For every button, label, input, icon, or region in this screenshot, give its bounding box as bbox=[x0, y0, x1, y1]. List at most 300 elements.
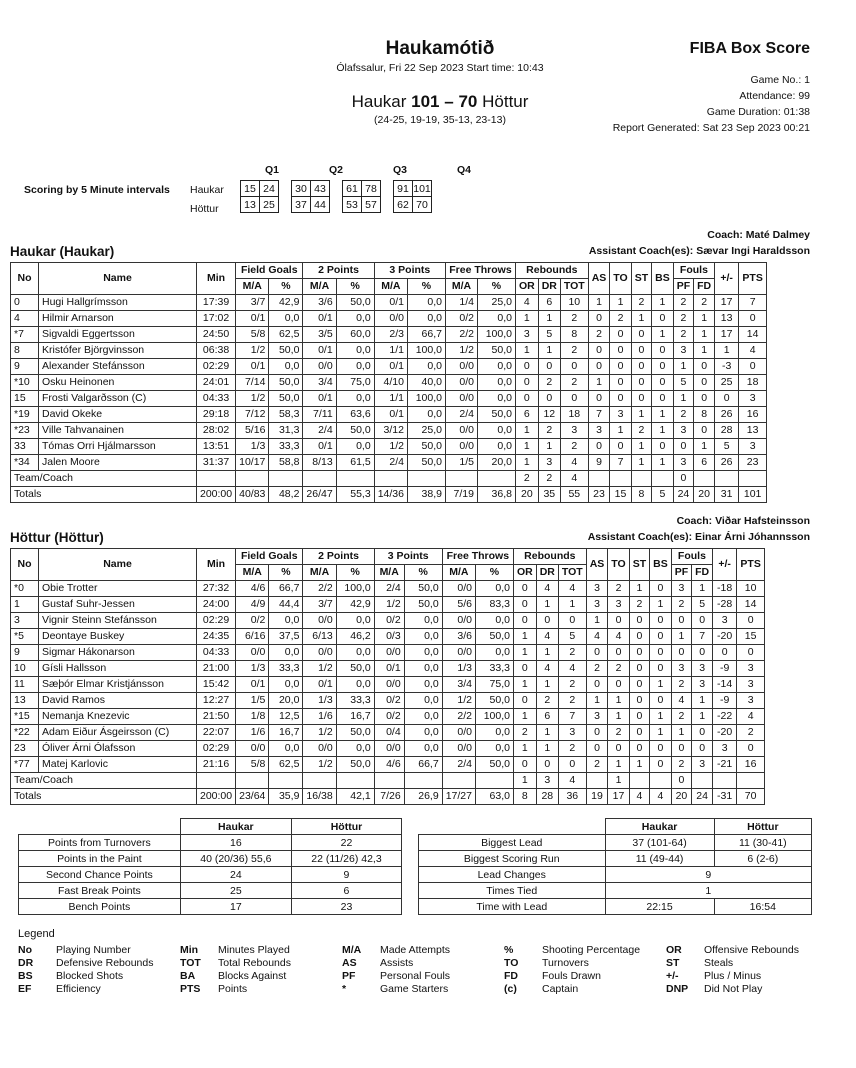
stat-cell: 5/16 bbox=[236, 423, 269, 439]
stat-cell: 0 bbox=[536, 757, 558, 773]
legend-key: TO bbox=[504, 957, 519, 969]
stat-cell: 1 bbox=[652, 295, 674, 311]
stat-cell: 0/0 bbox=[445, 375, 477, 391]
stat-cell: 2 bbox=[515, 471, 538, 487]
stat-cell: 44,4 bbox=[269, 597, 303, 613]
stat-cell: 7 bbox=[739, 295, 767, 311]
legend-key: % bbox=[504, 944, 514, 956]
stat-cell: 3 bbox=[713, 741, 737, 757]
stat-cell: 100,0 bbox=[407, 391, 445, 407]
home-assistant-coach: Assistant Coach(es): Sævar Ingi Haraldsson bbox=[588, 245, 810, 257]
stat-cell: 0,0 bbox=[336, 645, 374, 661]
quarter-score: 44 bbox=[311, 197, 330, 213]
player-row bbox=[11, 709, 765, 725]
stat-cell: 66,7 bbox=[404, 757, 442, 773]
player-name: Frosti Valgarðsson (C) bbox=[39, 391, 197, 407]
player-row bbox=[11, 455, 767, 471]
stat-cell: 3/7 bbox=[303, 597, 336, 613]
stat-cell: 50,0 bbox=[475, 629, 513, 645]
stat-cell: 50,0 bbox=[336, 725, 374, 741]
stat-cell: 3 bbox=[739, 439, 767, 455]
stat-cell: 100,0 bbox=[336, 581, 374, 597]
team-coach-label: Team/Coach bbox=[11, 471, 197, 487]
stat-cell: 12 bbox=[538, 407, 560, 423]
stat-cell: 26 bbox=[715, 407, 739, 423]
stat-cell: 2/3 bbox=[374, 327, 407, 343]
stat-cell: 0/1 bbox=[236, 311, 269, 327]
stat-cell: 0 bbox=[671, 741, 691, 757]
stat-cell: 0 bbox=[629, 677, 649, 693]
player-name: Gustaf Suhr-Jessen bbox=[39, 597, 197, 613]
stat-cell: 0,0 bbox=[404, 613, 442, 629]
column-header: TO bbox=[608, 549, 629, 581]
home-stats-table bbox=[10, 262, 767, 503]
stat-cell: 0/0 bbox=[442, 613, 475, 629]
stat-cell: 1 bbox=[536, 645, 558, 661]
player-row bbox=[11, 439, 767, 455]
stat-cell: 1/2 bbox=[374, 597, 404, 613]
stat-cell: 7/26 bbox=[374, 789, 404, 805]
column-header: % bbox=[336, 565, 374, 581]
stat-cell: 0 bbox=[694, 423, 715, 439]
summary-row bbox=[19, 851, 402, 867]
stat-cell bbox=[404, 773, 442, 789]
stat-cell: 1 bbox=[536, 725, 558, 741]
column-header: BS bbox=[650, 549, 672, 581]
quarter-score: 62 bbox=[394, 197, 413, 213]
stat-cell: 4/6 bbox=[236, 581, 269, 597]
stat-cell: 1 bbox=[715, 343, 739, 359]
stat-cell: 0 bbox=[631, 375, 651, 391]
summary-right-away-header: Höttur bbox=[714, 819, 811, 835]
stat-cell: 24:01 bbox=[197, 375, 236, 391]
stat-cell: 0,0 bbox=[475, 725, 513, 741]
stat-cell: 0,0 bbox=[477, 359, 515, 375]
column-header: Min bbox=[197, 549, 236, 581]
stat-cell: 1 bbox=[631, 407, 651, 423]
summary-right-home-header: Haukar bbox=[605, 819, 714, 835]
stat-cell: 75,0 bbox=[336, 375, 374, 391]
game-number: Game No.: 1 bbox=[750, 74, 810, 86]
column-header: TOT bbox=[560, 279, 588, 295]
quarter-score: 101 bbox=[413, 182, 431, 195]
player-row bbox=[11, 741, 765, 757]
stat-cell: 0 bbox=[558, 757, 586, 773]
stat-cell bbox=[442, 773, 475, 789]
quarter-row bbox=[343, 181, 381, 197]
stat-cell: 1/3 bbox=[303, 693, 336, 709]
stat-cell: 0,0 bbox=[407, 311, 445, 327]
quarter-score: 78 bbox=[362, 181, 381, 197]
stat-cell: 50,0 bbox=[475, 693, 513, 709]
stat-cell: 0,0 bbox=[475, 581, 513, 597]
player-number: 1 bbox=[11, 597, 39, 613]
legend-desc: Turnovers bbox=[542, 957, 589, 969]
stat-cell: 50,0 bbox=[269, 343, 303, 359]
game-duration: Game Duration: 01:38 bbox=[706, 106, 810, 118]
stat-cell: 2 bbox=[631, 295, 651, 311]
stat-cell: 0/0 bbox=[303, 645, 336, 661]
stat-cell: -28 bbox=[713, 597, 737, 613]
stat-cell: 1 bbox=[513, 709, 536, 725]
summary-cell: 22 (11/26) 42,3 bbox=[291, 851, 401, 867]
stat-cell: 7/19 bbox=[445, 487, 477, 503]
stat-cell: 17/27 bbox=[442, 789, 475, 805]
legend-row bbox=[18, 944, 818, 957]
stat-cell: 19 bbox=[586, 789, 608, 805]
stat-cell: 1 bbox=[513, 677, 536, 693]
stat-cell: 0,0 bbox=[477, 311, 515, 327]
stat-cell: 1 bbox=[608, 709, 629, 725]
stat-cell: 3/6 bbox=[442, 629, 475, 645]
time-with-lead-row: Time with Lead 22:15 16:54 bbox=[419, 899, 812, 915]
stat-cell: 3 bbox=[739, 391, 767, 407]
player-number: 3 bbox=[11, 613, 39, 629]
stat-cell: 0/0 bbox=[236, 645, 269, 661]
stat-cell: 2/4 bbox=[445, 407, 477, 423]
stat-cell: 0,0 bbox=[269, 677, 303, 693]
stat-cell: 0 bbox=[652, 311, 674, 327]
stat-cell: 2 bbox=[631, 423, 651, 439]
stat-cell: 0,0 bbox=[336, 359, 374, 375]
column-header: Free Throws bbox=[442, 549, 513, 565]
player-row bbox=[11, 375, 767, 391]
stat-cell bbox=[336, 471, 374, 487]
stat-cell: 20,0 bbox=[269, 693, 303, 709]
stat-cell: 16 bbox=[737, 757, 765, 773]
summary-cell: 40 (20/36) 55,6 bbox=[180, 851, 291, 867]
stat-cell: 12,5 bbox=[269, 709, 303, 725]
summary-cell: Second Chance Points bbox=[19, 867, 181, 883]
stat-cell: 0,0 bbox=[404, 661, 442, 677]
column-header: M/A bbox=[374, 565, 404, 581]
stat-cell: 16/38 bbox=[303, 789, 336, 805]
stat-cell: 0 bbox=[513, 757, 536, 773]
stat-cell bbox=[692, 773, 713, 789]
stat-cell: 0 bbox=[515, 359, 538, 375]
player-name: Deontaye Buskey bbox=[39, 629, 197, 645]
team-coach-row bbox=[11, 773, 765, 789]
stat-cell: 3 bbox=[673, 343, 693, 359]
stat-cell: 14/36 bbox=[374, 487, 407, 503]
summary-cell: 16 bbox=[180, 835, 291, 851]
legend-key: No bbox=[18, 944, 32, 956]
stat-cell: 0 bbox=[608, 613, 629, 629]
legend-desc: Playing Number bbox=[56, 944, 131, 956]
stat-cell: 25 bbox=[715, 375, 739, 391]
player-row bbox=[11, 359, 767, 375]
stat-cell bbox=[610, 471, 631, 487]
venue-line: Ólafssalur, Fri 22 Sep 2023 Start time: 10:43 bbox=[336, 62, 544, 74]
stat-cell: 0,0 bbox=[269, 311, 303, 327]
summary-cell: Fast Break Points bbox=[19, 883, 181, 899]
quarter-row bbox=[241, 197, 279, 213]
column-header: % bbox=[404, 565, 442, 581]
stat-cell: 40,0 bbox=[407, 375, 445, 391]
stat-cell bbox=[374, 773, 404, 789]
stat-cell: 1 bbox=[694, 311, 715, 327]
stat-cell: 0/2 bbox=[374, 709, 404, 725]
stat-cell: 3 bbox=[692, 661, 713, 677]
stat-cell: 1 bbox=[608, 757, 629, 773]
stat-cell: 1 bbox=[515, 439, 538, 455]
summary-row bbox=[19, 835, 402, 851]
stat-cell: 0/0 bbox=[303, 613, 336, 629]
stat-cell: 0/0 bbox=[442, 645, 475, 661]
game-title: Haukamótið bbox=[385, 38, 495, 59]
summary-cell: Points in the Paint bbox=[19, 851, 181, 867]
column-header: M/A bbox=[303, 279, 336, 295]
stat-cell bbox=[588, 471, 610, 487]
stat-cell: 0/0 bbox=[303, 741, 336, 757]
stat-cell: 2 bbox=[538, 471, 560, 487]
stat-cell: 1 bbox=[610, 423, 631, 439]
player-row bbox=[11, 391, 767, 407]
stat-cell: 1 bbox=[629, 757, 649, 773]
stat-cell: 0/2 bbox=[445, 311, 477, 327]
stat-cell: 0 bbox=[671, 613, 691, 629]
stat-cell: 1 bbox=[513, 773, 536, 789]
quarter-box bbox=[342, 180, 381, 213]
stat-cell: 8 bbox=[694, 407, 715, 423]
stat-cell: 23 bbox=[588, 487, 610, 503]
stat-cell: -22 bbox=[713, 709, 737, 725]
stat-cell: 3 bbox=[538, 455, 560, 471]
stat-cell: 0 bbox=[652, 391, 674, 407]
stat-cell: 0 bbox=[560, 391, 588, 407]
player-number: 15 bbox=[11, 391, 39, 407]
summary-row bbox=[19, 883, 402, 899]
stat-cell: 1 bbox=[515, 423, 538, 439]
stat-cell: 0/0 bbox=[374, 741, 404, 757]
quarter-score: 13 bbox=[241, 197, 260, 213]
report-generated: Report Generated: Sat 23 Sep 2023 00:21 bbox=[612, 122, 810, 134]
stat-cell: 0 bbox=[629, 709, 649, 725]
stat-cell: 24:00 bbox=[197, 597, 236, 613]
stat-cell: 21:50 bbox=[197, 709, 236, 725]
stat-cell: 4 bbox=[737, 709, 765, 725]
stat-cell bbox=[236, 471, 269, 487]
stat-cell: 0 bbox=[610, 343, 631, 359]
quarter-score: 57 bbox=[362, 197, 381, 213]
stat-cell: 37,5 bbox=[269, 629, 303, 645]
stat-cell bbox=[715, 471, 739, 487]
stat-cell: 0 bbox=[650, 741, 672, 757]
stat-cell: 0 bbox=[737, 645, 765, 661]
stat-cell: 0/4 bbox=[374, 725, 404, 741]
quarter-box bbox=[240, 180, 279, 213]
quarter-labels bbox=[240, 164, 496, 176]
legend-desc: Game Starters bbox=[380, 983, 449, 995]
stat-cell: 0 bbox=[629, 645, 649, 661]
stat-cell: 31:37 bbox=[197, 455, 236, 471]
stat-cell: 15 bbox=[610, 487, 631, 503]
player-row bbox=[11, 661, 765, 677]
stat-cell: 1 bbox=[629, 581, 649, 597]
stat-cell: 1/5 bbox=[236, 693, 269, 709]
stat-cell bbox=[652, 471, 674, 487]
stat-cell: 06:38 bbox=[197, 343, 236, 359]
stat-cell bbox=[739, 471, 767, 487]
stat-cell: 0 bbox=[650, 693, 672, 709]
stat-cell: 3/4 bbox=[303, 375, 336, 391]
stat-cell: 3 bbox=[588, 423, 610, 439]
stat-cell: 10 bbox=[560, 295, 588, 311]
stat-cell: 0 bbox=[610, 359, 631, 375]
legend-key: Min bbox=[180, 944, 199, 956]
stat-cell: 18 bbox=[739, 375, 767, 391]
player-name: Vignir Steinn Stefánsson bbox=[39, 613, 197, 629]
stat-cell: 1 bbox=[652, 423, 674, 439]
stat-cell: 3 bbox=[536, 773, 558, 789]
stat-cell: 62,5 bbox=[269, 327, 303, 343]
stat-cell: 1 bbox=[650, 709, 672, 725]
legend-desc: Minutes Played bbox=[218, 944, 290, 956]
totals-row bbox=[11, 789, 765, 805]
player-number: *23 bbox=[11, 423, 39, 439]
stat-cell: 8 bbox=[560, 327, 588, 343]
stat-cell: 0 bbox=[692, 645, 713, 661]
stat-cell: 3 bbox=[671, 581, 691, 597]
player-number: *22 bbox=[11, 725, 39, 741]
stat-cell: 0 bbox=[650, 757, 672, 773]
summary-row bbox=[19, 899, 402, 915]
stat-cell: 1 bbox=[608, 773, 629, 789]
stat-cell: 27:32 bbox=[197, 581, 236, 597]
stat-cell: 100,0 bbox=[475, 709, 513, 725]
stat-cell: 02:29 bbox=[197, 613, 236, 629]
player-name: Óliver Árni Ólafsson bbox=[39, 741, 197, 757]
player-number: *0 bbox=[11, 581, 39, 597]
stat-cell: 3 bbox=[610, 407, 631, 423]
stat-cell: 0,0 bbox=[269, 613, 303, 629]
stat-cell: 1 bbox=[536, 677, 558, 693]
away-team-name: Höttur bbox=[482, 92, 529, 111]
player-number: *5 bbox=[11, 629, 39, 645]
player-number: *10 bbox=[11, 375, 39, 391]
stat-cell: 38,9 bbox=[407, 487, 445, 503]
stat-cell: 0,0 bbox=[475, 741, 513, 757]
column-header: ST bbox=[629, 549, 649, 581]
player-name: David Ramos bbox=[39, 693, 197, 709]
stat-cell: 0,0 bbox=[404, 709, 442, 725]
lead-changes-row: Lead Changes 9 bbox=[419, 867, 812, 883]
stat-cell: 4 bbox=[558, 661, 586, 677]
away-assistant-coach: Assistant Coach(es): Einar Árni Jóhannsson bbox=[587, 531, 810, 543]
stat-cell: 50,0 bbox=[404, 581, 442, 597]
stat-cell: 2 bbox=[608, 581, 629, 597]
player-number: *15 bbox=[11, 709, 39, 725]
stat-cell: 1 bbox=[631, 311, 651, 327]
player-row bbox=[11, 581, 765, 597]
stat-cell: 1 bbox=[515, 343, 538, 359]
stat-cell: 0 bbox=[671, 773, 691, 789]
player-number: 0 bbox=[11, 295, 39, 311]
column-header: Name bbox=[39, 263, 197, 295]
stat-cell: 58,8 bbox=[269, 455, 303, 471]
column-header: FD bbox=[692, 565, 713, 581]
stat-cell: 0 bbox=[608, 677, 629, 693]
stat-cell bbox=[694, 471, 715, 487]
stat-cell: 02:29 bbox=[197, 741, 236, 757]
stat-cell: 42,9 bbox=[269, 295, 303, 311]
stat-cell: 1/6 bbox=[303, 709, 336, 725]
stat-cell bbox=[737, 773, 765, 789]
column-header: PF bbox=[673, 279, 693, 295]
away-stats-table bbox=[10, 548, 765, 805]
stat-cell: 1/4 bbox=[445, 295, 477, 311]
summary-cell: 6 bbox=[291, 883, 401, 899]
stat-cell: 0 bbox=[560, 359, 588, 375]
stat-cell: 0 bbox=[586, 645, 608, 661]
stat-cell: 0/0 bbox=[445, 423, 477, 439]
stat-cell: 2 bbox=[586, 757, 608, 773]
stat-cell: 5 bbox=[715, 439, 739, 455]
stat-cell: 0 bbox=[650, 629, 672, 645]
stat-cell: 0/0 bbox=[374, 645, 404, 661]
player-number: 11 bbox=[11, 677, 39, 693]
stat-cell: 0 bbox=[610, 375, 631, 391]
legend-key: BS bbox=[18, 970, 33, 982]
away-coach: Coach: Viðar Hafsteinsson bbox=[676, 515, 810, 527]
stat-cell bbox=[269, 471, 303, 487]
stat-cell: 0 bbox=[715, 391, 739, 407]
stat-cell: 23/64 bbox=[236, 789, 269, 805]
stat-cell: 0 bbox=[586, 741, 608, 757]
stat-cell: 17 bbox=[608, 789, 629, 805]
legend-desc: Made Attempts bbox=[380, 944, 451, 956]
stat-cell: 0 bbox=[629, 693, 649, 709]
stat-cell: 0,0 bbox=[477, 423, 515, 439]
player-name: Matej Karlovic bbox=[39, 757, 197, 773]
stat-cell: 1/1 bbox=[374, 343, 407, 359]
stat-cell bbox=[236, 773, 269, 789]
stat-cell: 2/2 bbox=[303, 581, 336, 597]
column-header: Min bbox=[197, 263, 236, 295]
stat-cell bbox=[475, 773, 513, 789]
stat-cell: 0 bbox=[588, 359, 610, 375]
stat-cell: 1 bbox=[694, 439, 715, 455]
stat-cell: 3 bbox=[586, 581, 608, 597]
stat-cell: 50,0 bbox=[477, 343, 515, 359]
stat-cell: 0 bbox=[538, 391, 560, 407]
stat-cell: 2 bbox=[586, 661, 608, 677]
stat-cell: 62,5 bbox=[269, 757, 303, 773]
stat-cell: 12:27 bbox=[197, 693, 236, 709]
stat-cell: 1 bbox=[513, 629, 536, 645]
stat-cell: 21:16 bbox=[197, 757, 236, 773]
legend-key: FD bbox=[504, 970, 518, 982]
stat-cell: 0 bbox=[629, 613, 649, 629]
legend-desc: Steals bbox=[704, 957, 734, 969]
stat-cell: 1 bbox=[608, 693, 629, 709]
stat-cell: 7/11 bbox=[303, 407, 336, 423]
player-row bbox=[11, 311, 767, 327]
stat-cell: 1 bbox=[692, 693, 713, 709]
stat-cell: 3 bbox=[713, 613, 737, 629]
stat-cell: 28 bbox=[715, 423, 739, 439]
stat-cell: 3 bbox=[608, 597, 629, 613]
stat-cell: 0 bbox=[513, 693, 536, 709]
stat-cell: 1/3 bbox=[442, 661, 475, 677]
stat-cell: 0 bbox=[652, 343, 674, 359]
legend-key: ST bbox=[666, 957, 680, 969]
quarter-row bbox=[343, 197, 381, 213]
totals-label: Totals bbox=[11, 789, 197, 805]
stat-cell: 20,0 bbox=[477, 455, 515, 471]
stat-cell bbox=[629, 773, 649, 789]
stat-cell: 16,7 bbox=[269, 725, 303, 741]
